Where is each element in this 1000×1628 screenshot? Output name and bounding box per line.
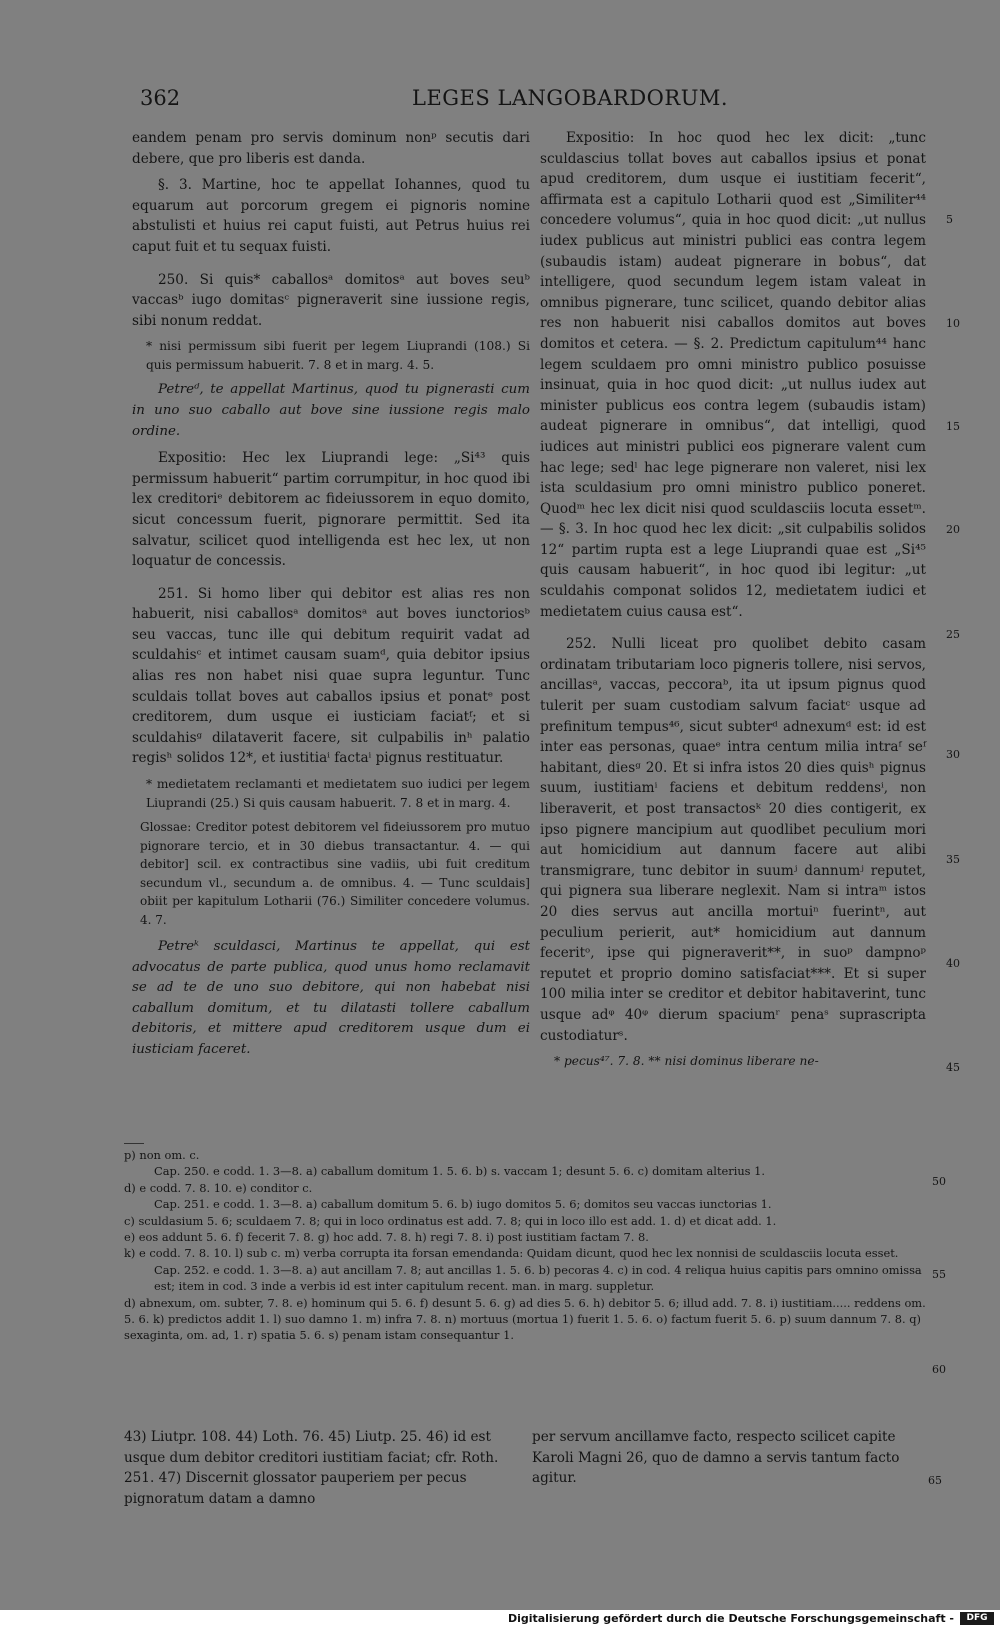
apparatus-line: p) non om. c.: [124, 1148, 200, 1162]
expositio-paragraph: Expositio: In hoc quod hec lex dicit: „tunc sculdascius tollat boves aut caballos ipsius et ponat apud creditorem, dum usque ei iustitiam fecerit“, affirmata est a capitulo Lotharii quod est „Similiter⁴⁴ concedere volumus“, quia in hoc quod dicit: „ut nullus iudex publicus aut ministri publici eas contra legem (subaudis istam) audeat pignerare in bobus“, dat intelligere, quod secundum legem istam valeat in omnibus pignerare, tunc scilicet, quando debitor alias res non habuerit nisi caballos domitos aut boves domitos et cetera. — §. 2. Predictum capitulum⁴⁴ hanc legem sculdaem pro omni ministro publico posuisse insinuat, quia in hoc quod dicit: „ut nullus iudex aut minister publicus eos contra legem (subaudis istam) audeat pignerare in omnibus“, dat intelligi, quod iudices aut ministri publici eos pignerare valent cum hac lege; sedˡ hac lege pignerare non valeret, nisi lex ista sculdasium pro omni ministro publico poneret. Quodᵐ hec lex dicit nisi quod sculdasciis locuta essetᵐ. — §. 3. In hoc quod hec lex dicit: „sit culpabilis solidos 12“ partim rupta est a lege Liuprandi quae est „Si⁴⁵ quis causam habuerit“, in hoc quod ibi legitur: „ut sculdahis componat solidos 12, medietatem iudici et medietatem cuius causa est“.: [540, 130, 926, 620]
variant-note: * nisi permissum sibi fuerit per legem Liuprandi (108.) Si quis permissum habuerit. 7. 8 et in marg. 4. 5.: [146, 339, 530, 372]
digitization-credit-bar: [0, 1610, 1000, 1628]
footnotes-right: [532, 1427, 922, 1489]
apparatus-line: Cap. 251. e codd. 1. 3—8. a) caballum domitum 5. 6. b) iugo domitos 5. 6; domitos seu vaccas iunctorias 1.: [154, 1197, 772, 1212]
running-header: [140, 86, 880, 116]
formula-paragraph: Petreᵈ, te appellat Martinus, quod tu pignerasti cum in uno suo caballo aut bove sine iussione regis malo ordine.: [132, 382, 530, 439]
critical-apparatus: [124, 1147, 932, 1344]
dfg-logo: DFG: [960, 1612, 994, 1625]
footnote-text: 43) Liutpr. 108. 44) Loth. 76. 45) Liutp. 25. 46) id est usque dum debitor creditori iustitiam faciat; cfr. Roth. 251. 47) Discernit glossator pauperiem per pecus pignoratum datam a damno: [124, 1429, 499, 1507]
paragraph: eandem penam pro servis dominum nonᵖ secutis dari debere, que pro liberis est danda.: [132, 130, 530, 167]
variant-note: * medietatem reclamanti et medietatem suo iudici per legem Liuprandi (25.) Si quis causam habuerit. 7. 8 et in marg. 4.: [146, 777, 530, 810]
apparatus-line: d) abnexum, om. subter, 7. 8. e) hominum qui 5. 6. f) desunt 5. 6. g) ad dies 5. 6. h) debitor 5. 6; illud add. 7. 8. i) iustitiam..... reddens om. 5. 6. k) predictos addit 1. l) suo damno 1. m) infra 7. 8. n) mortuus (mortua 1) fuerit 1. 5. 6. o) factum fuerit 5. 6. p) suum dannum 7. 8. q) sexaginta, om. ad, 1. r) spatia 5. 6. s) penam istam consequantur 1.: [124, 1295, 926, 1343]
margin-line-number: 55: [932, 1268, 946, 1281]
chapter-252: 252. Nulli liceat pro quolibet debito casam ordinatam tributariam loco pigneris tollere, nisi servos, ancillasᵃ, vaccas, peccoraᵇ, ita ut ipsum pignus quod tulerit per suam custodiam salvum faciatᶜ usque ad prefinitum tempus⁴⁶, sicut subterᵈ adnexumᵈ est: id est inter eas personas, quaeᵉ intra centum milia intraᶠ seᶠ habitant, diesᵍ 20. Et si infra istos 20 dies quisʰ pignus suum, iustitiamⁱ faciens et debitum reddensⁱ, non liberaverit, et post transactosᵏ 20 dies contigerit, ex ipso pignere mancipium aut quodlibet peculium mori aut homicidium aut dannum facere aut alibi transmigrare, tunc debitor in suumʲ dannumʲ reputet, qui pignera sua liberare neglexit. Nam si intraᵐ istos 20 dies servus aut ancilla mortuiⁿ fuerintⁿ, aut peculium perierit, aut* homicidium aut dannum feceritᵒ, ipse qui pigneraverit**, in suoᵖ dampnoᵖ reputet et proprio domino satisfaciat***. Et si super 100 milia inter se creditor et debitor habitaverint, tunc usque adᵠ 40ᵠ dierum spaciumʳ penaˢ suprascripta custodiaturˢ.: [540, 636, 926, 1044]
footnotes-left: [124, 1427, 522, 1509]
formula-paragraph: Petreᵏ sculdasci, Martinus te appellat, qui est advocatus de parte publica, quod unus homo reclamavit se ad te de uno suo debitore, qui non habebat nisi caballum domitum, et tu dilatasti tollere caballum debitoris, et mittere apud creditorem usque dum ei iusticiam faceret.: [132, 939, 530, 1057]
expositio-paragraph: Expositio: Hec lex Liuprandi lege: „Si⁴³ quis permissum habuerit“ partim corrumpitur, in hoc quod ibi lex creditoriᵉ debitorem ac fideiussorem in equo domito, sicut concessum fuerit, pignorare permittit. Sed ita salvatur, scilicet quod intelligenda est hec lex, ut non loquatur de concessis.: [132, 450, 530, 570]
running-title: LEGES LANGOBARDORUM.: [412, 86, 729, 110]
glossae-paragraph: Glossae: Creditor potest debitorem vel fideiussorem pro mutuo pignorare tercio, et in 30 diebus transactantur. 4. — qui debitor] scil. ex contractibus sine vadiis, ubi fuit creditum secundum vl., secundum a. de omnibus. 4. — Tunc sculdais] obiit per kapitulum Lotharii (76.) Similiter concedere volumus. 4. 7.: [140, 820, 530, 927]
margin-line-number: 35: [946, 853, 960, 866]
apparatus-line: c) sculdasium 5. 6; sculdaem 7. 8; qui in loco ordinatus est add. 7. 8; qui in loco illo est add. 1. d) et dicat add. 1.: [124, 1213, 777, 1228]
footnote-text: per servum ancillamve facto, respecto scilicet capite Karoli Magni 26, quo de damno a servis tantum facto agitur.: [532, 1429, 900, 1486]
chapter-250: 250. Si quis* caballosᵃ domitosᵃ aut boves seuᵇ vaccasᵇ iugo domitasᶜ pigneraverit sine iussione regis, sibi nonum reddat.: [132, 271, 530, 329]
left-column: [132, 128, 530, 1067]
chapter-251: 251. Si homo liber qui debitor est alias res non habuerit, nisi caballosᵃ domitosᵃ aut boves iunctoriosᵇ seu vaccas, tunc ille qui debitum requirit vadat ad sculdahisᶜ et intimet causam suamᵈ, quia debitor ipsius alias res non habet nisi quae supra leguntur. Tunc sculdais tollat boves aut caballos ipsius et ponatᵉ post creditorem, dum usque ei iusticiam faciatᶠ; et si sculdahisᵍ dilataverit facere, sit culpabilis inʰ palatio regisʰ solidos 12*, et iustitiaⁱ factaⁱ pignus restituatur.: [132, 585, 530, 767]
footnote-rule: [124, 1143, 144, 1144]
apparatus-line: d) e codd. 7. 8. 10. e) conditor c.: [124, 1180, 313, 1195]
margin-line-number: 10: [946, 317, 960, 330]
apparatus-line: Cap. 250. e codd. 1. 3—8. a) caballum domitum 1. 5. 6. b) s. vaccam 1; desunt 5. 6. c) domitam alterius 1.: [154, 1164, 766, 1179]
apparatus-line: e) eos addunt 5. 6. f) fecerit 7. 8. g) hoc add. 7. 8. h) regi 7. 8. i) post iustitiam factam 7. 8.: [124, 1230, 649, 1245]
margin-line-number: 60: [932, 1363, 946, 1376]
apparatus-line: Cap. 252. e codd. 1. 3—8. a) aut ancillam 7. 8; aut ancillas 1. 5. 6. b) pecoras 4. c) in cod. 4 reliqua huius capitis pars omnino omissa est; item in cod. 3 inde a verbis id est inter capitulum recent. man. in marg. suppletur.: [154, 1262, 922, 1294]
margin-line-number: 25: [946, 628, 960, 641]
right-column: [540, 128, 926, 1077]
paragraph: §. 3. Martine, hoc te appellat Iohannes, quod tu equarum aut porcorum gregem ei pignoris nomine abstulisti et huius rei caput fuisti, aut Petrus huius rei caput fuit et tu sequax fuisti.: [132, 177, 530, 255]
margin-line-number: 5: [946, 213, 953, 226]
margin-line-number: 45: [946, 1061, 960, 1074]
margin-line-number: 20: [946, 523, 960, 536]
credit-text: Digitalisierung gefördert durch die Deutsche Forschungsgemeinschaft -: [507, 1612, 954, 1625]
variant-note: * pecus⁴⁷. 7. 8. ** nisi dominus liberare ne-: [554, 1054, 819, 1069]
margin-line-number: 65: [928, 1474, 942, 1487]
apparatus-line: k) e codd. 7. 8. 10. l) sub c. m) verba corrupta ita forsan emendanda: Quidam dicunt, quod hec lex nonnisi de sculdasciis locuta esset.: [124, 1246, 899, 1261]
margin-line-number: 15: [946, 420, 960, 433]
margin-line-number: 40: [946, 957, 960, 970]
margin-line-number: 50: [932, 1175, 946, 1188]
margin-line-number: 30: [946, 748, 960, 761]
page-number: 362: [140, 86, 181, 110]
